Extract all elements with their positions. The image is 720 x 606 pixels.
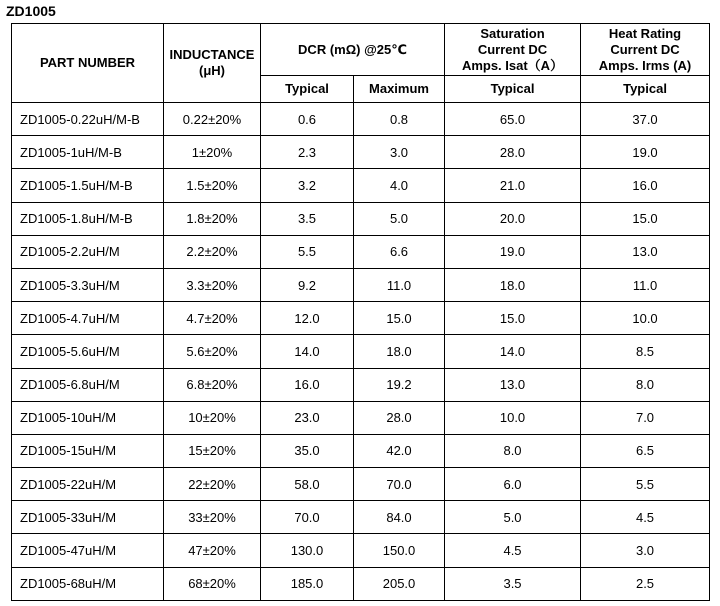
part-number-cell: ZD1005-2.2uH/M bbox=[12, 235, 164, 268]
inductance-cell: 0.22±20% bbox=[164, 103, 261, 136]
dcr-typical-cell: 5.5 bbox=[261, 235, 354, 268]
header-dcr: DCR (mΩ) @25℃ bbox=[261, 24, 445, 76]
table-row bbox=[12, 302, 710, 335]
irms-cell: 7.0 bbox=[581, 401, 710, 434]
dcr-typical-cell: 0.6 bbox=[261, 103, 354, 136]
inductance-cell: 1±20% bbox=[164, 136, 261, 169]
irms-cell: 2.5 bbox=[581, 567, 710, 600]
inductance-cell: 1.8±20% bbox=[164, 202, 261, 235]
table-row bbox=[12, 268, 710, 301]
dcr-maximum-cell: 18.0 bbox=[354, 335, 445, 368]
dcr-typical-cell: 9.2 bbox=[261, 268, 354, 301]
inductance-cell: 22±20% bbox=[164, 468, 261, 501]
irms-cell: 6.5 bbox=[581, 434, 710, 467]
inductance-cell: 1.5±20% bbox=[164, 169, 261, 202]
isat-cell: 18.0 bbox=[445, 268, 581, 301]
irms-cell: 3.0 bbox=[581, 534, 710, 567]
inductance-cell: 33±20% bbox=[164, 501, 261, 534]
isat-cell: 65.0 bbox=[445, 103, 581, 136]
inductance-cell: 5.6±20% bbox=[164, 335, 261, 368]
dcr-typical-cell: 130.0 bbox=[261, 534, 354, 567]
table-row bbox=[12, 169, 710, 202]
part-number-cell: ZD1005-68uH/M bbox=[12, 567, 164, 600]
header-row-1 bbox=[12, 24, 710, 76]
part-number-cell: ZD1005-10uH/M bbox=[12, 401, 164, 434]
header-dcr-maximum: Maximum bbox=[354, 76, 445, 103]
irms-cell: 8.0 bbox=[581, 368, 710, 401]
table-row bbox=[12, 335, 710, 368]
inductance-cell: 10±20% bbox=[164, 401, 261, 434]
header-irms-typical: Typical bbox=[581, 76, 710, 103]
table-body bbox=[12, 103, 710, 601]
dcr-maximum-cell: 5.0 bbox=[354, 202, 445, 235]
isat-cell: 10.0 bbox=[445, 401, 581, 434]
dcr-maximum-cell: 3.0 bbox=[354, 136, 445, 169]
dcr-typical-cell: 3.2 bbox=[261, 169, 354, 202]
header-inductance: INDUCTANCE (μH) bbox=[164, 24, 261, 103]
isat-cell: 5.0 bbox=[445, 501, 581, 534]
dcr-typical-cell: 14.0 bbox=[261, 335, 354, 368]
part-number-cell: ZD1005-1uH/M-B bbox=[12, 136, 164, 169]
header-dcr-typical: Typical bbox=[261, 76, 354, 103]
isat-cell: 14.0 bbox=[445, 335, 581, 368]
dcr-maximum-cell: 205.0 bbox=[354, 567, 445, 600]
dcr-typical-cell: 185.0 bbox=[261, 567, 354, 600]
part-number-cell: ZD1005-6.8uH/M bbox=[12, 368, 164, 401]
dcr-typical-cell: 16.0 bbox=[261, 368, 354, 401]
isat-cell: 13.0 bbox=[445, 368, 581, 401]
part-number-cell: ZD1005-1.5uH/M-B bbox=[12, 169, 164, 202]
dcr-maximum-cell: 15.0 bbox=[354, 302, 445, 335]
inductance-cell: 3.3±20% bbox=[164, 268, 261, 301]
part-number-cell: ZD1005-4.7uH/M bbox=[12, 302, 164, 335]
part-number-cell: ZD1005-22uH/M bbox=[12, 468, 164, 501]
inductance-cell: 4.7±20% bbox=[164, 302, 261, 335]
irms-cell: 8.5 bbox=[581, 335, 710, 368]
part-number-cell: ZD1005-5.6uH/M bbox=[12, 335, 164, 368]
table-row bbox=[12, 202, 710, 235]
isat-cell: 6.0 bbox=[445, 468, 581, 501]
irms-cell: 15.0 bbox=[581, 202, 710, 235]
isat-cell: 21.0 bbox=[445, 169, 581, 202]
dcr-typical-cell: 3.5 bbox=[261, 202, 354, 235]
irms-cell: 11.0 bbox=[581, 268, 710, 301]
dcr-typical-cell: 70.0 bbox=[261, 501, 354, 534]
page-title: ZD1005 bbox=[6, 3, 56, 19]
isat-cell: 19.0 bbox=[445, 235, 581, 268]
table-row bbox=[12, 368, 710, 401]
part-number-cell: ZD1005-47uH/M bbox=[12, 534, 164, 567]
irms-cell: 10.0 bbox=[581, 302, 710, 335]
table-row bbox=[12, 136, 710, 169]
irms-cell: 19.0 bbox=[581, 136, 710, 169]
dcr-typical-cell: 35.0 bbox=[261, 434, 354, 467]
part-number-cell: ZD1005-1.8uH/M-B bbox=[12, 202, 164, 235]
table-row bbox=[12, 468, 710, 501]
inductance-cell: 68±20% bbox=[164, 567, 261, 600]
isat-cell: 28.0 bbox=[445, 136, 581, 169]
isat-cell: 15.0 bbox=[445, 302, 581, 335]
dcr-maximum-cell: 42.0 bbox=[354, 434, 445, 467]
dcr-maximum-cell: 28.0 bbox=[354, 401, 445, 434]
table-row bbox=[12, 434, 710, 467]
table-row bbox=[12, 501, 710, 534]
header-isat-typical: Typical bbox=[445, 76, 581, 103]
table-row bbox=[12, 235, 710, 268]
irms-cell: 4.5 bbox=[581, 501, 710, 534]
isat-cell: 3.5 bbox=[445, 567, 581, 600]
dcr-maximum-cell: 6.6 bbox=[354, 235, 445, 268]
isat-cell: 4.5 bbox=[445, 534, 581, 567]
dcr-maximum-cell: 70.0 bbox=[354, 468, 445, 501]
dcr-maximum-cell: 84.0 bbox=[354, 501, 445, 534]
part-number-cell: ZD1005-33uH/M bbox=[12, 501, 164, 534]
dcr-typical-cell: 58.0 bbox=[261, 468, 354, 501]
dcr-maximum-cell: 0.8 bbox=[354, 103, 445, 136]
dcr-typical-cell: 2.3 bbox=[261, 136, 354, 169]
inductance-cell: 6.8±20% bbox=[164, 368, 261, 401]
irms-cell: 13.0 bbox=[581, 235, 710, 268]
table-row bbox=[12, 103, 710, 136]
table-row bbox=[12, 567, 710, 600]
inductance-cell: 47±20% bbox=[164, 534, 261, 567]
table-row bbox=[12, 534, 710, 567]
header-part-number: PART NUMBER bbox=[12, 24, 164, 103]
header-irms: Heat Rating Current DC Amps. Irms (A) bbox=[581, 24, 710, 76]
table-row bbox=[12, 401, 710, 434]
dcr-typical-cell: 12.0 bbox=[261, 302, 354, 335]
dcr-maximum-cell: 11.0 bbox=[354, 268, 445, 301]
irms-cell: 5.5 bbox=[581, 468, 710, 501]
dcr-maximum-cell: 4.0 bbox=[354, 169, 445, 202]
header-isat: Saturation Current DC Amps. Isat（A） bbox=[445, 24, 581, 76]
part-number-cell: ZD1005-15uH/M bbox=[12, 434, 164, 467]
spec-table bbox=[11, 23, 710, 601]
dcr-maximum-cell: 19.2 bbox=[354, 368, 445, 401]
dcr-typical-cell: 23.0 bbox=[261, 401, 354, 434]
dcr-maximum-cell: 150.0 bbox=[354, 534, 445, 567]
irms-cell: 16.0 bbox=[581, 169, 710, 202]
part-number-cell: ZD1005-3.3uH/M bbox=[12, 268, 164, 301]
inductance-cell: 15±20% bbox=[164, 434, 261, 467]
irms-cell: 37.0 bbox=[581, 103, 710, 136]
isat-cell: 20.0 bbox=[445, 202, 581, 235]
isat-cell: 8.0 bbox=[445, 434, 581, 467]
inductance-cell: 2.2±20% bbox=[164, 235, 261, 268]
part-number-cell: ZD1005-0.22uH/M-B bbox=[12, 103, 164, 136]
